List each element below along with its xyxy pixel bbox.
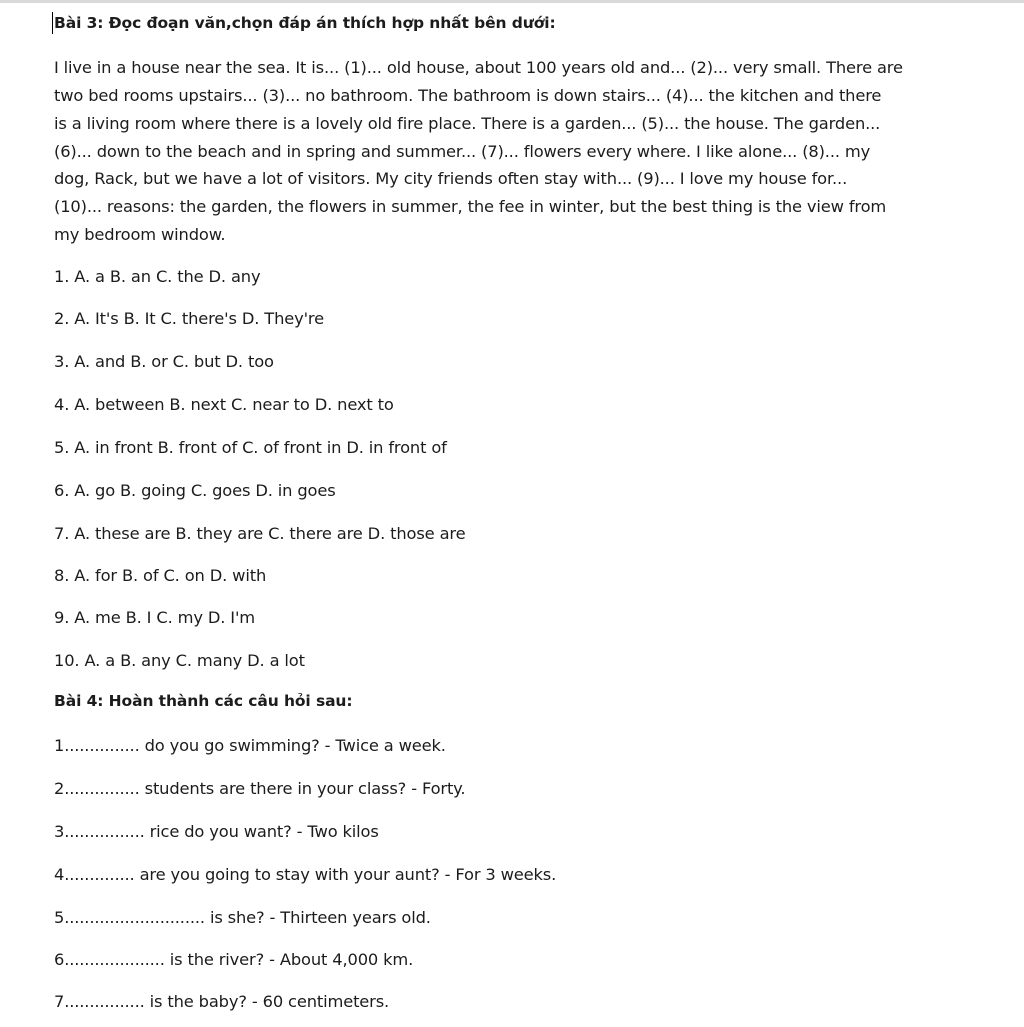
exercise-4-question: 7................ is the baby? - 60 centimeters. [54,992,390,1011]
exercise-3-question: 7. A. these are B. they are C. there are D. those are [54,524,466,543]
exercise-4-question: 4.............. are you going to stay with your aunt? - For 3 weeks. [54,865,557,884]
exercise-3-question: 1. A. a B. an C. the D. any [54,267,261,286]
exercise-3-question: 5. A. in front B. front of C. of front in D. in front of [54,438,447,457]
passage-line: (10)... reasons: the garden, the flowers in summer, the fee in winter, but the best thing is the view from [54,197,887,216]
exercise-3-question: 9. A. me B. I C. my D. I'm [54,608,255,627]
exercise-4-heading: Bài 4: Hoàn thành các câu hỏi sau: [54,692,353,710]
page-top-border [0,0,1024,3]
passage-line: two bed rooms upstairs... (3)... no bathroom. The bathroom is down stairs... (4)... the kitchen and there [54,86,882,105]
exercise-4-question: 2............... students are there in your class? - Forty. [54,779,466,798]
exercise-3-question: 10. A. a B. any C. many D. a lot [54,651,305,670]
passage-line: is a living room where there is a lovely old fire place. There is a garden... (5)... the house. The garden... [54,114,881,133]
passage-line: I live in a house near the sea. It is... (1)... old house, about 100 years old and... (2)... very small. There are [54,58,903,77]
exercise-4-question: 1............... do you go swimming? - Twice a week. [54,736,446,755]
exercise-3-question: 8. A. for B. of C. on D. with [54,566,267,585]
passage-line: (6)... down to the beach and in spring and summer... (7)... flowers every where. I like alone... (8)... my [54,142,871,161]
exercise-3-question: 6. A. go B. going C. goes D. in goes [54,481,336,500]
exercise-3-heading: Bài 3: Đọc đoạn văn,chọn đáp án thích hợp nhất bên dưới: [54,14,556,32]
text-cursor [52,12,53,34]
exercise-4-question: 3................ rice do you want? - Two kilos [54,822,379,841]
exercise-3-question: 4. A. between B. next C. near to D. next to [54,395,394,414]
passage-line: my bedroom window. [54,225,226,244]
passage-line: dog, Rack, but we have a lot of visitors. My city friends often stay with... (9)... I love my house for... [54,169,848,188]
exercise-4-question: 5............................ is she? - Thirteen years old. [54,908,431,927]
exercise-3-question: 3. A. and B. or C. but D. too [54,352,274,371]
exercise-3-question: 2. A. It's B. It C. there's D. They're [54,309,324,328]
exercise-4-question: 6.................... is the river? - About 4,000 km. [54,950,414,969]
